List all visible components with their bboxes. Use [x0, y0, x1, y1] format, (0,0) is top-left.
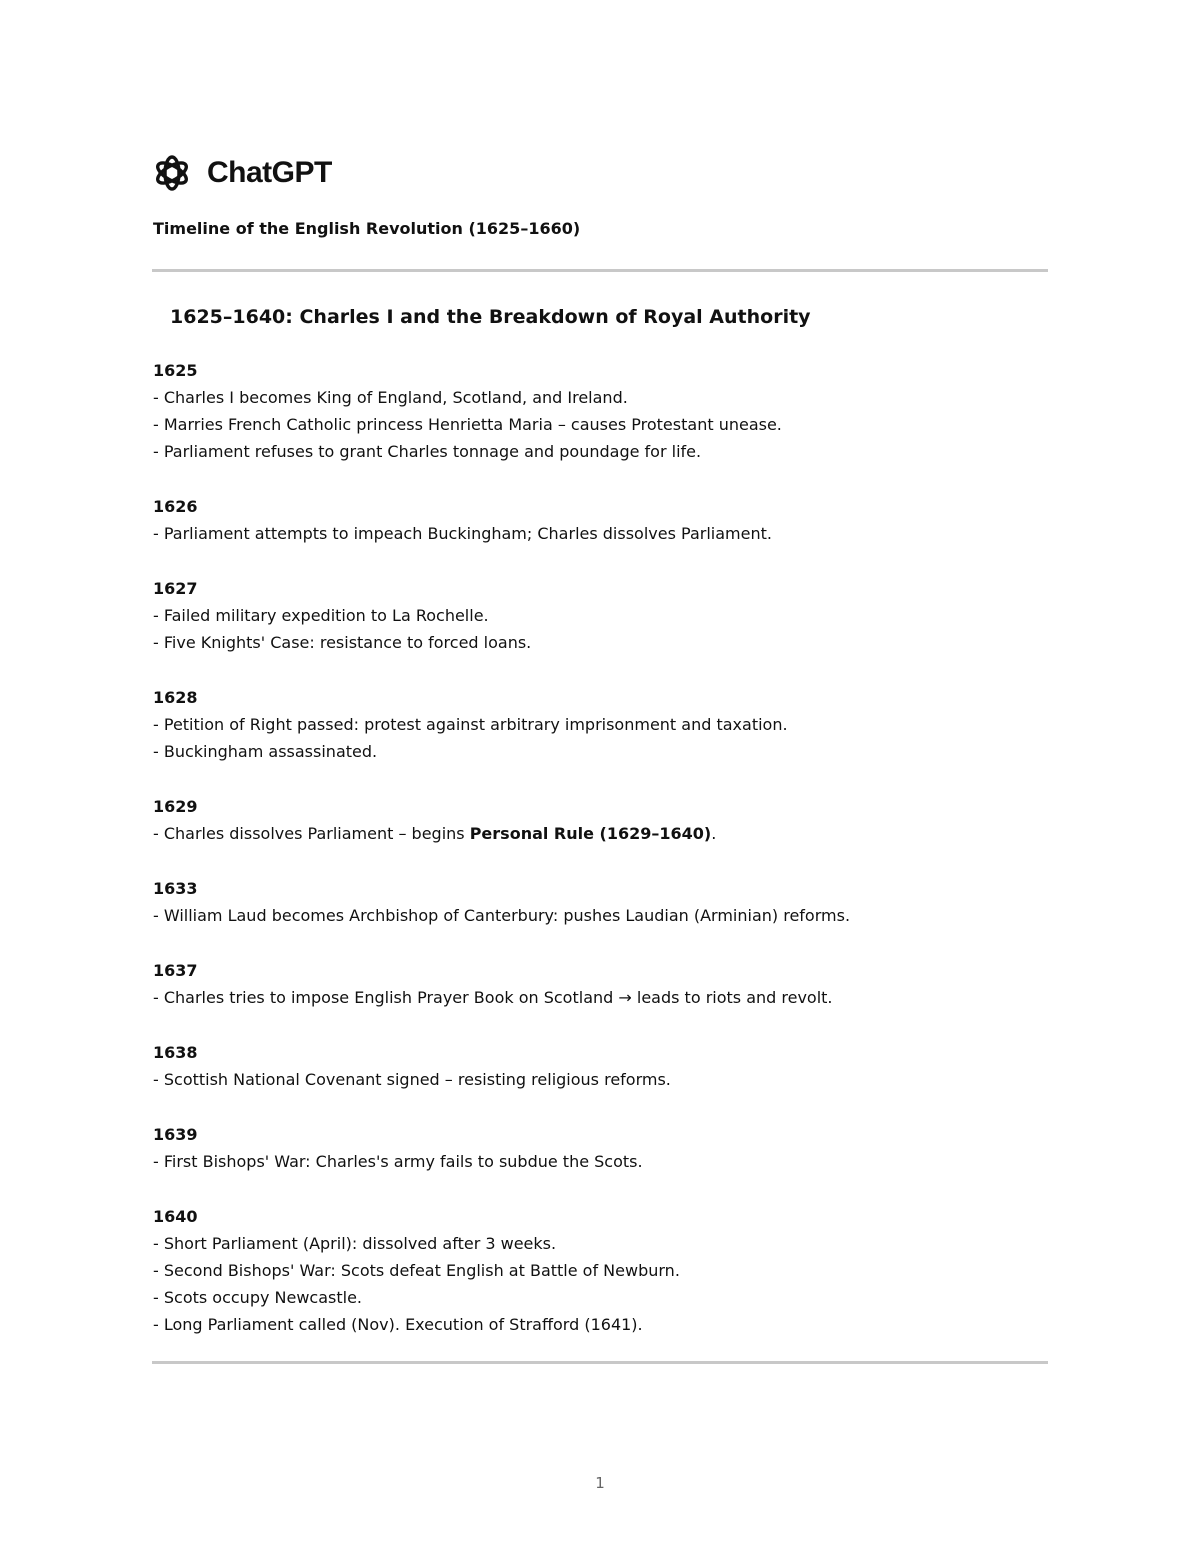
openai-logo-icon [151, 152, 193, 194]
entry-item: - Parliament attempts to impeach Buckingham; Charles dissolves Parliament. [153, 524, 772, 543]
timeline-entry-1637 [153, 957, 1033, 1011]
entry-year: 1629 [153, 797, 198, 816]
entry-item: - Petition of Right passed: protest against arbitrary imprisonment and taxation. [153, 715, 788, 734]
entry-year: 1626 [153, 497, 198, 516]
timeline-entry-1640 [153, 1203, 1033, 1338]
timeline-entry-1628 [153, 684, 1033, 765]
entry-item: - Failed military expedition to La Rochelle. [153, 606, 489, 625]
bottom-divider [152, 1361, 1048, 1364]
timeline [153, 357, 1033, 1366]
entry-year: 1638 [153, 1043, 198, 1062]
entry-year: 1633 [153, 879, 198, 898]
timeline-entry-1629 [153, 793, 1033, 847]
timeline-entry-1627 [153, 575, 1033, 656]
entry-item [153, 820, 1033, 847]
timeline-entry-1626 [153, 493, 1033, 547]
page-number: 1 [595, 1474, 605, 1492]
timeline-entry-1638 [153, 1039, 1033, 1093]
entry-item: - Long Parliament called (Nov). Execution of Strafford (1641). [153, 1315, 643, 1334]
entry-item: - William Laud becomes Archbishop of Canterbury: pushes Laudian (Arminian) reforms. [153, 906, 851, 925]
entry-year: 1625 [153, 361, 198, 380]
entry-item: - Scots occupy Newcastle. [153, 1288, 363, 1307]
section-heading: 1625–1640: Charles I and the Breakdown of Royal Authority [170, 306, 811, 328]
entry-item: - Marries French Catholic princess Henrietta Maria – causes Protestant unease. [153, 415, 782, 434]
entry-item: - Parliament refuses to grant Charles tonnage and poundage for life. [153, 442, 702, 461]
timeline-entry-1639 [153, 1121, 1033, 1175]
entry-item: - Scottish National Covenant signed – resisting religious reforms. [153, 1070, 671, 1089]
entry-year: 1639 [153, 1125, 198, 1144]
entry-item-bold: Personal Rule (1629–1640) [469, 824, 712, 843]
entry-year: 1640 [153, 1207, 198, 1226]
entry-year: 1637 [153, 961, 198, 980]
entry-item: - First Bishops' War: Charles's army fails to subdue the Scots. [153, 1152, 643, 1171]
entry-item: - Second Bishops' War: Scots defeat English at Battle of Newburn. [153, 1261, 680, 1280]
entry-item: - Short Parliament (April): dissolved after 3 weeks. [153, 1234, 557, 1253]
entry-item: - Charles tries to impose English Prayer Book on Scotland → leads to riots and revolt. [153, 988, 833, 1007]
document-title: Timeline of the English Revolution (1625–1660) [153, 219, 581, 238]
entry-item-suffix: . [711, 824, 717, 843]
brand-logo [151, 151, 332, 195]
entry-item: - Five Knights' Case: resistance to forced loans. [153, 633, 532, 652]
entry-item-prefix: - Charles dissolves Parliament – begins [153, 824, 470, 843]
timeline-entry-1625 [153, 357, 1033, 465]
entry-year: 1628 [153, 688, 198, 707]
timeline-entry-1633 [153, 875, 1033, 929]
entry-item: - Buckingham assassinated. [153, 742, 378, 761]
top-divider [152, 269, 1048, 272]
entry-year: 1627 [153, 579, 198, 598]
entry-item: - Charles I becomes King of England, Scotland, and Ireland. [153, 388, 628, 407]
brand-name: ChatGPT [207, 156, 332, 189]
